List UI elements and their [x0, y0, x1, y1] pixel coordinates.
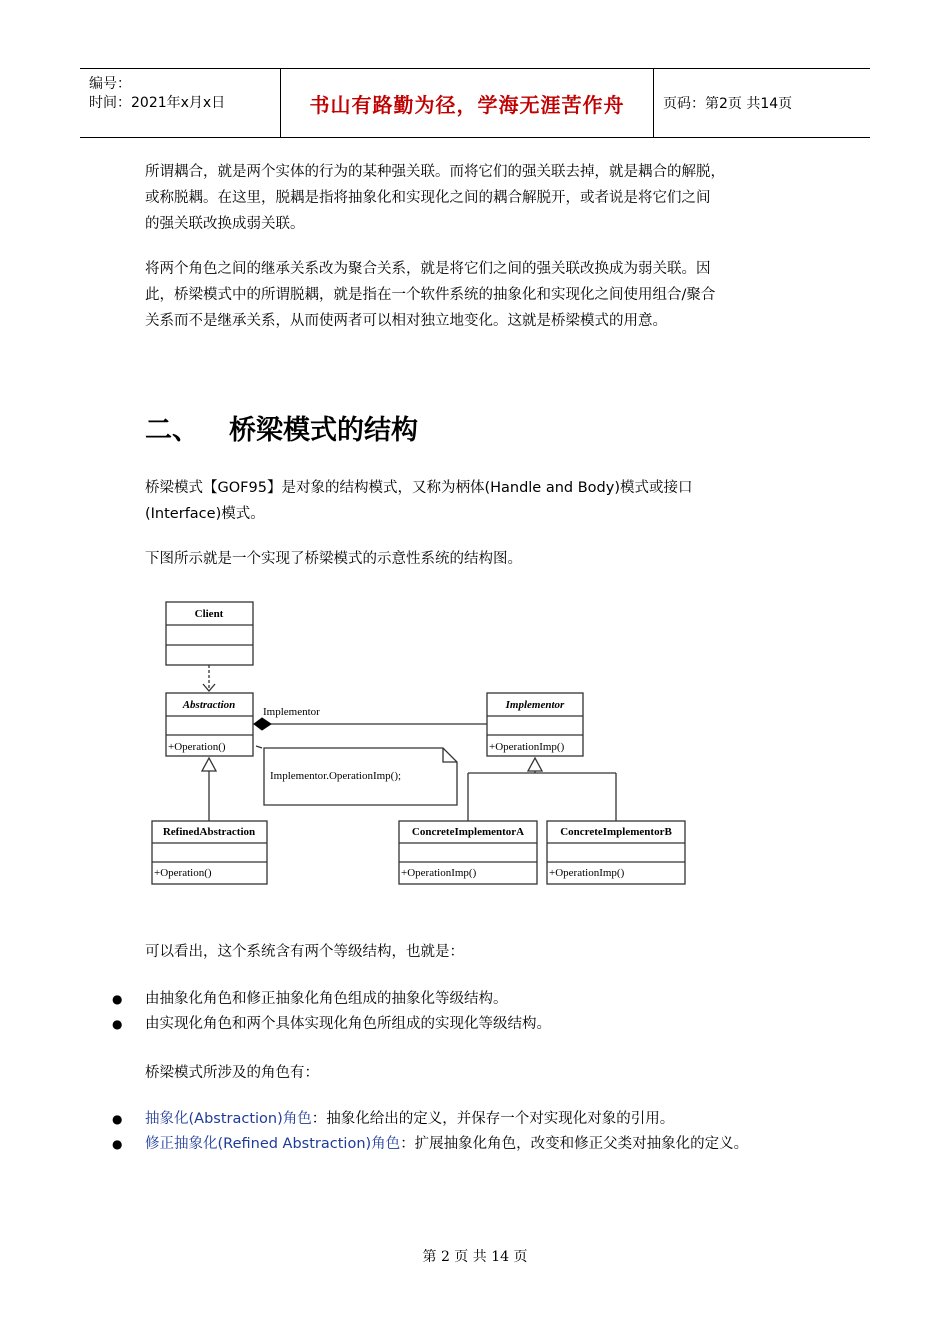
paragraph-line: (Interface)模式。 — [145, 506, 265, 522]
role-term: 抽象化(Abstraction)角色 — [145, 1111, 312, 1127]
page-label: 页码：第2页 共14页 — [663, 96, 793, 112]
note-text: Implementor.OperationImp(); — [270, 770, 402, 782]
role-term: 修正抽象化(Refined Abstraction)角色 — [145, 1136, 401, 1152]
client-label: Client — [194, 608, 224, 620]
roles-lead: 桥梁模式所涉及的角色有： — [145, 1065, 319, 1081]
section-heading — [145, 408, 418, 447]
refined-label: RefinedAbstraction — [162, 826, 256, 838]
paragraph-line: 或称脱耦。在这里，脱耦是指将抽象化和实现化之间的耦合解脱开，或者说是将它们之间 — [145, 190, 711, 206]
implementor-op: +OperationImp() — [489, 741, 565, 753]
abstraction-op: +Operation() — [168, 741, 226, 753]
page-footer: 第 2 页 共 14 页 — [422, 1249, 528, 1265]
figure-caption: 下图所示就是一个实现了桥梁模式的示意性系统的结构图。 — [145, 551, 522, 567]
header-page-cell — [654, 69, 870, 137]
implementor-role-label: Implementor — [263, 706, 320, 718]
role-desc: ：扩展抽象化角色，改变和修正父类对抽象化的定义。 — [400, 1136, 749, 1152]
bullet-icon: ● — [112, 1017, 123, 1031]
inheritance-arrow — [202, 758, 216, 771]
aggregation-diamond — [254, 718, 271, 730]
concrete-b-op: +OperationImp() — [549, 867, 625, 879]
paragraph-line: 此，桥梁模式中的所谓脱耦，就是指在一个软件系统的抽象化和实现化之间使用组合/聚合 — [145, 287, 716, 303]
number-label: 编号： — [89, 76, 131, 92]
concrete-a-label: ConcreteImplementorA — [411, 826, 525, 838]
implementor-label: Implementor — [505, 699, 565, 711]
date-label: 时间：2021年x月x日 — [89, 95, 226, 111]
bullet-icon: ● — [112, 992, 123, 1006]
paragraph-intro — [145, 475, 810, 527]
paragraph-coupling — [145, 159, 810, 237]
inheritance-arrow — [528, 758, 542, 771]
concrete-b-label: ConcreteImplementorB — [560, 826, 672, 838]
abstraction-label: Abstraction — [182, 699, 236, 711]
refined-op: +Operation() — [154, 867, 212, 879]
page-header — [80, 68, 870, 138]
section-number: 二、 — [145, 415, 199, 446]
header-motto-cell — [281, 69, 654, 137]
section-title: 桥梁模式的结构 — [229, 415, 418, 446]
bullet-icon: ● — [112, 1112, 123, 1126]
motto: 书山有路勤为径，学海无涯苦作舟 — [309, 92, 625, 117]
bullet-icon: ● — [112, 1137, 123, 1151]
role-desc: ：抽象化给出的定义，并保存一个对实现化对象的引用。 — [311, 1111, 675, 1127]
paragraph-line: 桥梁模式【GOF95】是对象的结构模式，又称为柄体(Handle and Body)模式或接口 — [145, 480, 693, 496]
uml-class-diagram — [140, 595, 700, 890]
paragraph-line: 关系而不是继承关系，从而使两者可以相对独立地变化。这就是桥梁模式的用意。 — [145, 313, 667, 329]
paragraph-line: 所谓耦合，就是两个实体的行为的某种强关联。而将它们的强关联去掉，就是耦合的解脱， — [145, 164, 725, 180]
paragraph-decoupling — [145, 256, 810, 334]
hierarchy-lead: 可以看出，这个系统含有两个等级结构，也就是： — [145, 944, 464, 960]
paragraph-line: 的强关联改换成弱关联。 — [145, 216, 305, 232]
concrete-a-op: +OperationImp() — [401, 867, 477, 879]
paragraph-line: 将两个角色之间的继承关系改为聚合关系，就是将它们之间的强关联改换成为弱关联。因 — [145, 261, 711, 277]
header-meta-cell — [80, 69, 281, 137]
